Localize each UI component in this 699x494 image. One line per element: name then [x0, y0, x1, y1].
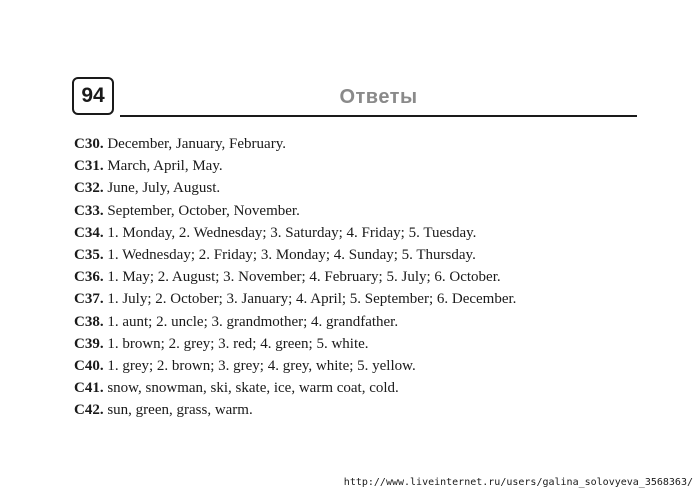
answer-text: 1. Wednesday; 2. Friday; 3. Monday; 4. Sunday; 5. Thursday. [107, 246, 476, 263]
answer-text: sun, green, grass, warm. [107, 402, 253, 419]
answer-row-c42 [74, 399, 654, 421]
answer-row-c39 [74, 333, 654, 355]
answer-text: 1. aunt; 2. uncle; 3. grandmother; 4. grandfather. [107, 313, 399, 330]
answer-text: 1. May; 2. August; 3. November; 4. February; 5. July; 6. October. [107, 269, 501, 286]
answer-row-c35 [74, 244, 654, 266]
answer-code: C35. [74, 246, 104, 263]
answer-code: C41. [74, 380, 104, 397]
answer-row-c40 [74, 355, 654, 377]
answer-row-c34 [74, 222, 654, 244]
answer-row-c37 [74, 288, 654, 310]
answer-text: 1. grey; 2. brown; 3. grey; 4. grey, white; 5. yellow. [107, 357, 416, 374]
answer-row-c41 [74, 377, 654, 399]
answer-code: C39. [74, 335, 104, 352]
answer-row-c33 [74, 200, 654, 222]
answer-row-c30 [74, 133, 654, 155]
source-url: http://www.liveinternet.ru/users/galina_solovyeva_3568363/ [343, 477, 693, 488]
answer-code: C32. [74, 180, 104, 197]
page-title: Ответы [339, 86, 418, 108]
answer-code: C31. [74, 158, 104, 175]
answer-code: C36. [74, 269, 104, 286]
answer-code: C34. [74, 224, 104, 241]
answer-text: 1. Monday, 2. Wednesday; 3. Saturday; 4. Friday; 5. Tuesday. [107, 224, 477, 241]
answer-text: snow, snowman, ski, skate, ice, warm coat, cold. [107, 380, 399, 397]
answer-text: 1. July; 2. October; 3. January; 4. April; 5. September; 6. December. [107, 291, 517, 308]
header-divider [120, 115, 637, 117]
answer-row-c32 [74, 177, 654, 199]
answer-row-c38 [74, 311, 654, 333]
answer-list [74, 133, 654, 421]
answer-code: C42. [74, 402, 104, 419]
answer-text: December, January, February. [107, 136, 286, 152]
answer-row-c31 [74, 155, 654, 177]
answer-text: September, October, November. [107, 202, 300, 219]
page-number: 94 [72, 77, 114, 115]
answer-code: C30. [74, 136, 104, 152]
answer-text: 1. brown; 2. grey; 3. red; 4. green; 5. white. [107, 335, 369, 352]
answer-text: March, April, May. [107, 158, 223, 175]
answer-code: C40. [74, 357, 104, 374]
answer-code: C33. [74, 202, 104, 219]
answer-text: June, July, August. [107, 180, 221, 197]
answer-row-c36 [74, 266, 654, 288]
answer-code: C38. [74, 313, 104, 330]
answer-code: C37. [74, 291, 104, 308]
